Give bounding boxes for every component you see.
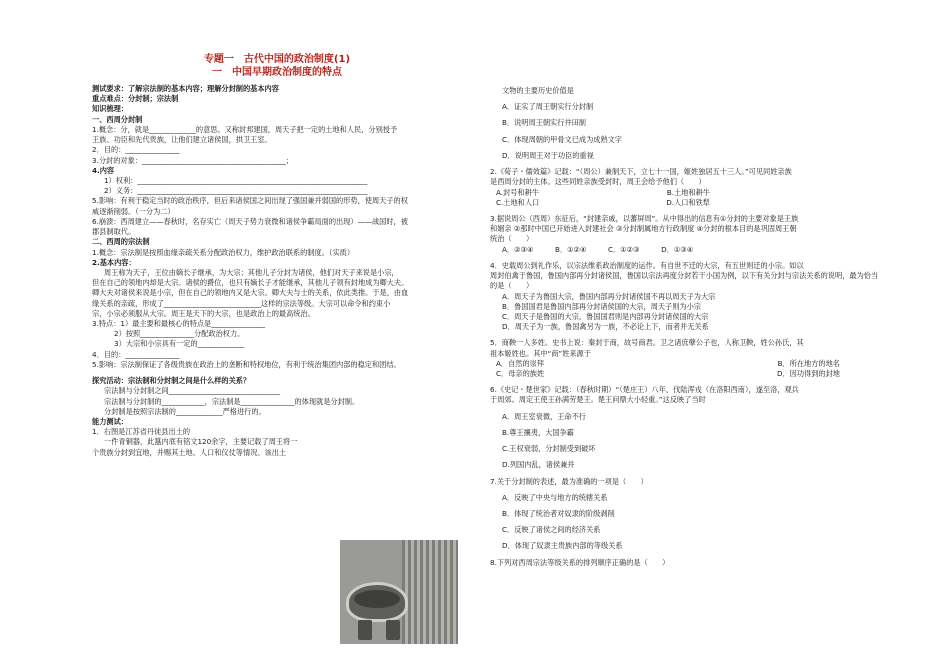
text-line: 宗法制与分封制的____________，宗法制是_______________的体现就是分封制。 [104, 396, 360, 406]
text-line: 5.影响：有利于稳定当时的政治秩序，但后来诸侯国之间出现了强国兼并弱国的形势，使周天子的权 [92, 196, 408, 206]
explore-heading: 探究活动：宗法制和分封制之间是什么样的关系？ [92, 376, 251, 386]
bronze-gui-photo [340, 540, 458, 644]
option: A．证实了周王朝实行分封制 [502, 102, 594, 112]
text-line: 5.影响：宗法制保证了各级贵族在政治上的垄断和特权地位，有利于统治集团内部的稳定和团结。 [92, 359, 401, 369]
option: D．因功得到的封地 [776, 369, 840, 379]
text-line: 周王称为天子，王位由嫡长子继承，为大宗；其他儿子分封为诸侯，他们对天子来说是小宗， [104, 267, 399, 277]
option: A．周天子为鲁国大宗，鲁国内部再分封诸侯国不再以周天子为大宗 [502, 291, 716, 301]
text-line: 3.特点：1）最主要和最核心的特点是_______________ [92, 319, 266, 329]
text-line: 6.崩溃：西周建立——春秋时，名存实亡（周天子势力衰微和诸侯争霸局面的出现）——战国时，被 [92, 216, 408, 226]
option: B.土地和耕牛 [666, 187, 710, 197]
doc-title: 专题一 古代中国的政治制度(1) [203, 54, 351, 65]
option: B．鲁国国君是鲁国内部再分封诸侯国的大宗，周天子则为小宗 [502, 301, 701, 311]
text-line: 祖本姬姓也。其中“商”姓来源于 [490, 348, 591, 358]
knowledge-heading: 知识梳理： [92, 104, 128, 114]
option: B．体现了统治者对奴隶的阶级剥削 [502, 509, 615, 518]
option: B．说明周王朝实行井田制 [502, 118, 586, 128]
option: C.土地和人口 [496, 197, 540, 207]
text-line: 于周郊。周定王使王孙满劳楚王。楚王问鼎大小轻重。”这反映了当时 [490, 395, 706, 405]
right-column [490, 0, 880, 568]
section2-heading: 二、西周的宗法制 [92, 237, 150, 247]
text-line: 宗，小宗必须服从大宗。周王是天下的大宗，也是政治上的最高统治。 [92, 308, 315, 318]
text-line: 和姻亲 ②那时中国已开始进入封建社会 ③分封制属地方行政制度 ④分封的根本目的是巩固周王朝 [490, 224, 797, 234]
option: A．周王室衰微，王命不行 [502, 411, 586, 421]
text-line: 4．目的：_______________ [92, 349, 180, 359]
option: B.尊王攘夷，大国争霸 [502, 427, 574, 437]
option: C．反映了诸侯之间的经济关系 [502, 525, 601, 535]
option: D.人口和铁犁 [666, 197, 710, 207]
text-line: 文物的主要历史价值是 [502, 86, 574, 95]
text-line: 周封伯禽于鲁国，鲁国内部再分封诸侯国，鲁国以宗法再度分封若干小国为例，以下有关分封与宗法关系的说明，最为恰当 [490, 271, 879, 281]
text-line: 是西周分封的主体。这些同姓亲族受封时，周王会给予他们（ ） [490, 177, 706, 187]
text-line: 2）按照_______________分配政治权力。 [114, 329, 245, 339]
text-line: 2．目的：_______________ [92, 145, 180, 155]
question-2: 2.《荀子・儒效篇》记载：“（周公）兼制天下，立七十一国，姬姓独居五十三人。”可见同姓亲族 [490, 167, 792, 177]
question-5: 5．商鞅一人多姓。史书上说：秦封于商，故号商君。卫之诸庶孽公子也，人称卫鞅，姓公孙氏，其 [490, 338, 804, 348]
text-line: 1.概念：分，就是_____________的意思。又称封邦建国，周天子把一定的土地和人民，分别授予 [92, 124, 398, 134]
text-line: 但在自己的领地内却是大宗。诸侯的爵位，也只有嫡长子才能继承，其他儿子领有封地成为卿大夫。 [92, 278, 409, 288]
text-line: 卿大夫对诸侯来说是小宗，但在自己的领地内又是大宗。卿大夫与士的关系，依此类推。于是，由血 [92, 288, 409, 298]
text-line: 2）义务：________________________________________________________________ [104, 186, 368, 196]
text-line: 宗法制与分封制之间_______________________________ [104, 386, 281, 396]
text-line: 个贵族分封到宜地，并赐其土地、人口和仪仗等情况。该出土 [92, 447, 287, 457]
text-line: 郡县制取代。 [92, 227, 136, 237]
text-line: 威逐渐削弱。（一分为二） [92, 206, 175, 216]
option: C.王权衰弱，分封制受到破坏 [502, 444, 596, 454]
inscription-rubbing [402, 540, 458, 644]
question-1: 1．右图是江苏省丹徒县出土的 [92, 427, 191, 437]
test-requirement: 测试要求：了解宗法制的基本内容；理解分封制的基本内容 [92, 84, 279, 93]
option: D．周天子为一族，鲁国禽另为一族，不必论上下，而者并无关系 [502, 322, 709, 332]
left-column [92, 0, 462, 458]
text-line: 统治（ ） [490, 234, 534, 244]
option: D．说明周王对于功臣的重视 [502, 150, 594, 160]
section1-heading: 一、西周分封制 [92, 114, 143, 124]
question-8: 8.下列对西周宗法等级关系的排列顺序正确的是（ ） [490, 557, 670, 567]
text-line: 一件青铜器，此簋内底有铭文120余字，主要记载了周王将一 [104, 437, 298, 447]
option: A．反映了中央与地方的统辖关系 [502, 492, 608, 502]
text-line: 2.基本内容： [92, 257, 136, 267]
options-row: A．②③④ B．①②④ C．①②③ D．①③④ [502, 244, 694, 254]
key-points: 重点难点：分封制；宗法制 [92, 94, 179, 104]
text-line: 3）大宗和小宗具有一定的_____________ [114, 339, 245, 349]
option: D.列国内乱，诸侯兼并 [502, 460, 575, 470]
option: A.封号和耕牛 [496, 187, 540, 197]
option: B．所在地方的地名 [777, 358, 840, 368]
option: A．自然的崇拜 [496, 358, 545, 368]
question-6: 6.《史记・楚世家》记载：（春秋时期）“（楚庄王）八年，伐陆浑戎（在洛阳西南），遂至洛，观兵 [490, 385, 799, 395]
option: C．母亲的族姓 [496, 369, 545, 379]
text-line: 王族、功臣和先代贵族，让他们建立诸侯国，拱卫王室。 [92, 135, 272, 145]
text-line: 1.概念：宗法制是按照血缘亲疏关系分配政治权力，维护政治联系的制度。（实质） [92, 247, 355, 257]
doc-subtitle: 一 中国早期政治制度的特点 [212, 67, 342, 78]
text-line: 分封制是按照宗法制的_____________严格进行的。 [104, 406, 266, 416]
text-line: 4.内容 [92, 165, 115, 175]
question-4: 4．史载周公到礼作乐，以宗法维系政治制度的运作。有自世不迁的大宗，有五世则迁的小宗。如以 [490, 260, 804, 270]
ability-heading: 能力测试： [92, 417, 128, 426]
text-line: 1）权利：________________________________________________________________ [104, 175, 368, 185]
option: D．体现了奴隶主贵族内部的等级关系 [502, 541, 623, 551]
option: C．周天子是鲁国的大宗，鲁国国君则是内部再分封诸侯国的大宗 [502, 311, 709, 321]
text-line: 缘关系的亲疏，形成了___________________________这样的宗法等级。大宗可以命令和约束小 [92, 298, 391, 308]
text-line: 3.分封的对象：________________________________________； [92, 155, 293, 165]
question-7: 7.关于分封制的表述，最为准确的一项是（ ） [490, 476, 648, 486]
question-3: 3.据说周公（西周）东征后，“封建亲戚，以蕃屏周”。从中得出的信息有①分封的主要对象是王族 [490, 213, 799, 223]
text-line: 的是（ ） [490, 281, 534, 291]
option: C．体现周朝的甲骨文已成为成熟文字 [502, 134, 623, 144]
